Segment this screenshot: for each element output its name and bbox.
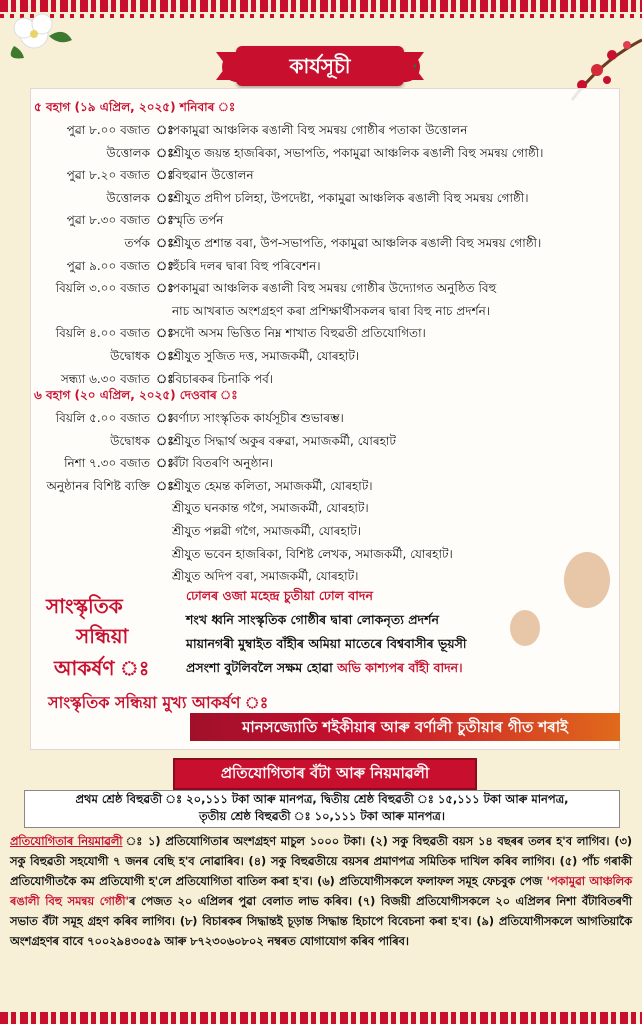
cultural-line-4 (186, 660, 463, 680)
day2-item-text: শ্ৰীযুত ঘনকান্ত গগৈ, সমাজকৰ্মী, যোৰহাট। (172, 501, 369, 516)
colon-separator: ঃ (156, 190, 174, 205)
day2-item-text: শ্ৰীযুত পল্লৱী গগৈ, সমাজকৰ্মী, যোৰহাট। (172, 524, 362, 538)
colon-separator: ঃ (156, 456, 174, 471)
cultural-line-3: মায়ানগৰী মুম্বাইত বাঁহীৰ অমিয়া মাতেৰে বিশ্ববাসীৰ ভূয়সী (186, 636, 467, 651)
rules-label: প্ৰতিযোগিতাৰ নিয়মাৱলী (10, 835, 123, 848)
day1-item-text: শ্ৰীযুত জয়ন্ত হাজৰিকা, সভাপতি, পকামুৱা আঞ্চলিক ৰঙালী বিহু সমন্বয় গোষ্ঠী। (172, 145, 544, 160)
colon-separator: ঃ (156, 145, 174, 160)
colon-separator: ঃ (156, 281, 174, 296)
rules-fb-page: 'পকামুৱা আঞ্চলিক ৰঙালী বিহু সমন্বয় গোষ্ঠী' (10, 875, 632, 908)
day1-heading: ৫ বহাগ (১৯ এপ্ৰিল, ২০২৫) শনিবাৰ ঃ (34, 100, 236, 114)
cultural-line-1: ঢোলৰ ওজা মহেন্দ্ৰ চুতীয়া ঢোল বাদন (186, 588, 373, 603)
day1-item-text: শ্ৰীযুত প্ৰশান্ত বৰা, উপ-সভাপতি, পকামুৱা আঞ্চলিক ৰঙালী বিহু সমন্বয় গোষ্ঠী। (172, 236, 542, 250)
day1-item-text: পকামুৱা আঞ্চলিক ৰঙালী বিহু সমন্বয় গোষ্ঠীৰ উদ্যোগত অনুষ্ঠিত বিহু (172, 281, 497, 296)
day1-time: উত্তোলক (106, 190, 150, 205)
day2-item-text: বৰ্ণাঢ্য সাংস্কৃতিক কাৰ্যসূচীৰ শুভাৰম্ভ। (172, 411, 344, 425)
page-title: কাৰ্যসূচী (236, 46, 404, 86)
day2-item-text: শ্ৰীযুত হেমন্ত কলিতা, সমাজকৰ্মী, যোৰহাট। (172, 478, 373, 493)
colon-separator: ঃ (156, 326, 174, 341)
rules-text-1: ঃ ১) প্ৰতিযোগিতাৰ অংশগ্ৰহণ মাচুল ১০০০ টকা। (২) সকু বিহুৱতী বয়স ১৪ বছৰৰ তলৰ হ'ব লাগিব। (৩) সকু বিহুৱতী সহযোগী ৭ জনৰ বেছি হ'ব নোৱাৰিব। (৪) সকু বিহুৱতীয়ে বয়সৰ প্ৰমাণপত্ৰ সমিতিক দাখিল কৰিব লাগিব। (৫) পাঁচ গৰাকী প্ৰতিযোগীতকৈ কম প্ৰতিযোগী হ'লে প্ৰতিযোগিতা বাতিল কৰা হ'ব। (৬) প্ৰতিযোগীসকলে ফলাফল সমূহ ফেচবুক পেজ (10, 835, 632, 888)
day1-item-text: বিচাৰকৰ চিনাকি পৰ্ব। (172, 371, 274, 386)
day1-item-text: নাচ আখৰাত অংশগ্ৰহণ কৰা প্ৰশিক্ষাৰ্থীসকলৰ দ্বাৰা বিহু নাচ প্ৰদৰ্শন। (172, 303, 491, 318)
day1-time: পুৱা ৮.৩০ বজাত (66, 213, 150, 228)
day2-item-text: শ্ৰীযুত ভবেন হাজৰিকা, বিশিষ্ট লেখক, সমাজকৰ্মী, যোৰহাট। (172, 546, 453, 561)
colon-separator: ঃ (156, 258, 174, 273)
prize-line-1: প্ৰথম শ্ৰেষ্ঠ বিহুৱতী ঃ ২০,১১১ টকা আৰু মানপত্ৰ, দ্বিতীয় শ্ৰেষ্ঠ বিহুৱতী ঃ ১৫,১১১ টকা আৰু মানপত্ৰ, (75, 792, 569, 806)
border-top (0, 0, 642, 12)
cultural-line-2: শংখ ধ্বনি সাংস্কৃতিক গোষ্ঠীৰ দ্বাৰা লোকনৃত্য প্ৰদৰ্শন (186, 612, 439, 627)
colon-separator: ঃ (156, 123, 174, 137)
day1-item-text: শ্ৰীযুত প্ৰদীপ চলিহা, উপদেষ্টা, পকামুৱা আঞ্চলিক ৰঙালী বিহু সমন্বয় গোষ্ঠী। (172, 190, 529, 205)
colon-separator: ঃ (156, 371, 174, 386)
colon-separator: ঃ (156, 236, 174, 250)
day1-time: পুৱা ৯.০০ বজাত (66, 258, 150, 273)
day2-item-text: শ্ৰীযুত অদিপ বৰা, সমাজকৰ্মী, যোৰহাট। (172, 569, 359, 584)
day1-time: বিয়লি ৩.০০ বজাত (55, 281, 150, 296)
colon-separator: ঃ (156, 168, 174, 183)
day2-time: নিশা ৭.৩০ বজাত (64, 456, 150, 471)
cultural-title-2: সন্ধিয়া (76, 624, 129, 648)
cultural-line-4a: প্ৰসংশা বুটলিবলৈ সক্ষম হোৱা (186, 660, 338, 675)
day2-heading: ৬ বহাগ (২০ এপ্ৰিল, ২০২৫) দেওবাৰ ঃ (34, 388, 238, 402)
rules-text (10, 832, 632, 952)
colon-separator: ঃ (156, 411, 174, 425)
day1-time: পুৱা ৮.২০ বজাত (66, 168, 150, 183)
day2-time: অনুষ্ঠানৰ বিশিষ্ট ব্যক্তি (46, 478, 150, 493)
colon-separator: ঃ (156, 433, 174, 448)
singer-photo-female (510, 610, 540, 646)
day2-time: বিয়লি ৫.০০ বজাত (55, 411, 150, 425)
day1-item-text: হুঁচৰি দলৰ দ্বাৰা বিহু পৰিবেশন। (172, 258, 321, 273)
border-bottom (0, 1012, 642, 1024)
singers-banner: মানসজ্যোতি শইকীয়াৰ আৰু বৰ্ণালী চুতীয়াৰ গীত শৰাই (190, 713, 620, 741)
cultural-title-3: আকৰ্ষণ ঃ (54, 656, 150, 680)
day1-item-text: শ্ৰীযুত সুজিত দত্ত, সমাজকৰ্মী, যোৰহাট। (172, 349, 360, 363)
colon-separator: ঃ (156, 213, 174, 228)
colon-separator: ঃ (156, 478, 174, 493)
rules-text-2: ৰ পেজত ২০ এপ্ৰিলৰ পুৱা বেলাত লাভ কৰিব। (৭) বিজয়ী প্ৰতিযোগীসকলে ২০ এপ্ৰিলৰ নিশা বঁটাবিতৰণী সভাত বঁটা সমূহ গ্ৰহণ কৰিব লাগিব। (৮) বিচাৰকৰ সিদ্ধান্তই চূড়ান্ত সিদ্ধান্ত হিচাপে বিবেচনা কৰা হ'ব। (৯) প্ৰতিযোগীসকলে আগতিয়াকৈ অংশগ্ৰহণৰ বাবে ৭০০২৯৪৩০৫৯ আৰু ৮৭২৩০৬০৮০২ নম্বৰত যোগাযোগ কৰিব পাৰিব। (10, 895, 632, 948)
day1-item-text: স্মৃতি তৰ্পন (172, 213, 224, 228)
day1-item-text: সদৌ অসম ভিত্তিত নিম্ন শাখাত বিহুৱতী প্ৰতিযোগিতা। (172, 326, 426, 341)
day1-time: সন্ধ্যা ৬.৩০ বজাত (60, 371, 150, 386)
day1-item-text: বিহুৱান উত্তোলন (172, 168, 254, 183)
day2-item-text: বঁটা বিতৰণি অনুষ্ঠান। (172, 456, 274, 471)
cultural-title-1: সাংস্কৃতিক (46, 594, 123, 618)
day2-item-text: শ্ৰীযুত সিদ্ধাৰ্থ অকুৰ বৰুৱা, সমাজকৰ্মী, যোৰহাট (172, 433, 396, 448)
white-flower-icon (4, 6, 74, 66)
prize-box (24, 790, 620, 828)
border-top-dots (0, 14, 642, 18)
day1-time: উদ্বোধক (110, 349, 150, 363)
day1-time: তৰ্পক (124, 236, 150, 250)
day2-time: উদ্বোধক (110, 433, 150, 448)
prize-line-2: তৃতীয় শ্ৰেষ্ঠ বিহুৱতী ঃ ১০,১১১ টকা আৰু মানপত্ৰ। (199, 809, 445, 823)
main-attraction-heading: সাংস্কৃতিক সন্ধিয়া মুখ্য আকৰ্ষণ ঃ (48, 693, 269, 712)
cultural-line-4b: অভি কাশ্যপৰ বাঁহী বাদন। (337, 660, 463, 675)
colon-separator: ঃ (156, 349, 174, 363)
day1-time: পুৱা ৮.০০ বজাত (66, 123, 150, 137)
day1-time: বিয়লি ৪.০০ বজাত (55, 326, 150, 341)
day1-time: উত্তোলক (106, 145, 150, 160)
prize-banner: প্ৰতিযোগিতাৰ বঁটা আৰু নিয়মাৱলী (173, 758, 477, 790)
day1-item-text: পকামুৱা আঞ্চলিক ৰঙালী বিহু সমন্বয় গোষ্ঠীৰ পতাকা উত্তোলন (172, 123, 468, 137)
singer-photo-male (564, 552, 610, 608)
